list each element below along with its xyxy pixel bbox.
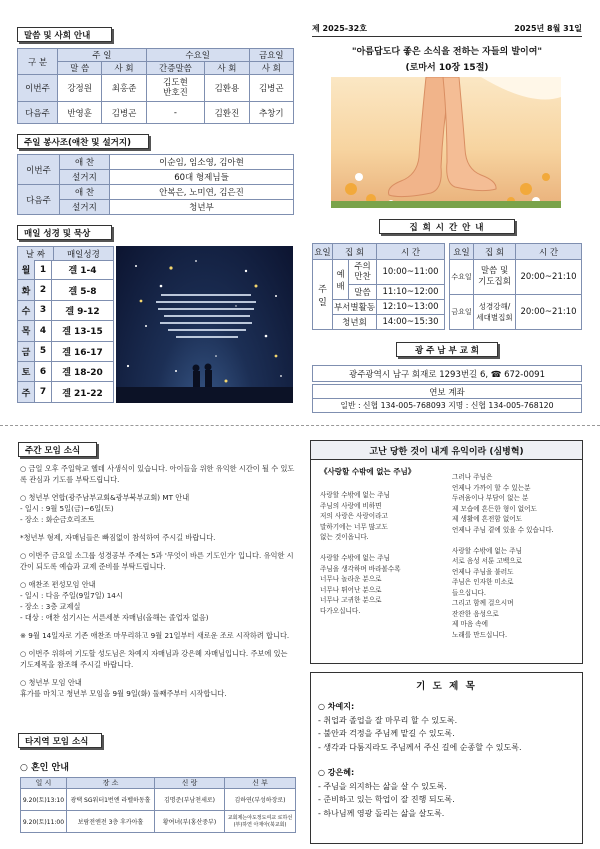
group-label: 이번주: [18, 155, 60, 185]
bible-date: 3: [35, 301, 52, 320]
gubun-header: 구 분: [18, 49, 58, 75]
issue-bar: [312, 23, 582, 37]
issue-date: 2025년 8월 31일: [514, 24, 582, 33]
feet-image: [331, 77, 561, 208]
poem-line: 주님을 생각하며 바라볼수록: [320, 564, 401, 573]
bible-row: [17, 362, 114, 382]
col-header: 집 회: [333, 244, 377, 260]
poem-line: 들으십니다.: [452, 588, 486, 597]
poem-line: 주님은 인자한 미소로: [452, 578, 514, 586]
poem-line: 그러나 주님은: [452, 473, 493, 481]
prayer-item: - 생각과 다툼지라도 주님께서 주신 길에 순종할 수 있도록.: [318, 742, 522, 752]
meeting-name: 말씀: [349, 285, 377, 300]
cell: 김하연(부성하장로): [225, 789, 296, 811]
poem-line: [320, 543, 450, 554]
church-name: 광 주 남 부 교 회: [396, 342, 498, 357]
group-label: 다음주: [18, 185, 60, 215]
weekly-item: ○ 청년부 모임 안내: [20, 678, 82, 687]
schedule-header: 집 회 시 간 안 내: [379, 219, 515, 234]
wedding-title: ○ 혼인 안내: [20, 763, 69, 773]
item-value: 60대 형제님들: [110, 170, 294, 185]
poem-line: 언제나 주님을 불러도: [452, 567, 514, 576]
item-value: 이순임, 임소영, 김아현: [110, 155, 294, 170]
bible-row: [17, 342, 114, 362]
weekly-header: 주간 모임 소식: [18, 442, 97, 457]
cell: 9.20(토)13:10: [21, 789, 67, 811]
bible-row: [17, 301, 114, 321]
bible-row: [17, 260, 114, 280]
poem-column-left: [320, 490, 450, 616]
cell: 추창기: [249, 102, 293, 124]
reading-header: 매일성경: [53, 247, 113, 261]
weekly-item: ○ 이번주 위하여 기도할 성도님은 차예지 자매님과 강은혜 자매님입니다. 주보에 있는 기도제목을 참조해 주시길 바랍니다.: [20, 649, 288, 669]
weekly-item: - 장소 : 3층 교제실: [20, 602, 81, 611]
poem-line: 너무나 놀라운 분으로: [320, 575, 382, 583]
poem-line: 서로 음성 서툰 고백으로: [452, 557, 522, 565]
meditation-title: 고난 당한 것이 내게 유익이라 (심병혁): [310, 440, 583, 460]
cell: 반영훈: [58, 102, 102, 124]
cell: 9.20(토)11:00: [21, 811, 67, 833]
account-info: 일반 : 신협 134-005-768093 지명 : 신협 134-005-768120: [312, 398, 582, 413]
cell: 강정원: [58, 75, 102, 102]
poem-line: 노래를 만드십니다.: [452, 630, 508, 639]
weekly-item: - 일시 : 다음 주일(9일7일) 14시: [20, 591, 123, 600]
poem-line: 두려움이나 부담이 없는 분: [452, 494, 529, 502]
bible-reading: 겔 21-22: [62, 388, 103, 399]
poem-line: 언제나 가까이 할 수 있는분: [452, 483, 531, 492]
poem-line: 너무나 고귀한 분으로: [320, 596, 382, 604]
prayer-item: - 취업과 졸업을 잘 마무리 할 수 있도록.: [318, 715, 458, 725]
row-label: 다음주: [18, 102, 58, 124]
cell: -: [146, 102, 205, 124]
bible-reading: 겔 1-4: [68, 266, 97, 277]
poem-line: 그리고 함께 걸으시며: [452, 599, 514, 607]
col-header: 요일: [313, 244, 333, 260]
announce-header: 말씀 및 사회 안내: [17, 27, 112, 42]
weekly-item: *청년부 형제, 자매님들은 빠짐없이 참석하여 주시길 바랍니다.: [20, 533, 216, 542]
poem-line: 저의 사랑은 사랑이라고: [320, 512, 388, 520]
sub-header: 간증말씀: [146, 62, 205, 75]
meeting-time: 20:00~21:10: [516, 260, 582, 295]
prayer-person: ○ 강은혜:: [318, 768, 355, 777]
cell: 김도현 반호진: [146, 75, 205, 102]
meeting-name: 청년회: [333, 315, 377, 330]
bible-day: 주: [18, 382, 35, 401]
fri-header: 금요일: [249, 49, 293, 62]
poem-line: 다가오십니다.: [320, 606, 361, 615]
poem-line: 사랑할 수밖에 없는 주님: [452, 546, 522, 555]
poem-line: 제 모습에 흔든한 형이 없어도: [452, 504, 537, 513]
bible-table: [17, 246, 114, 261]
item-value: 청년부: [110, 200, 294, 215]
day-label: 금요일: [450, 295, 474, 330]
item-key: 애 찬: [60, 185, 110, 200]
poem-line: 사랑할 수밖에 없는 주님: [320, 554, 390, 562]
stars-illustration: [116, 246, 293, 403]
poem-line: 잔잔한 음성으로: [452, 609, 499, 618]
church-address: 광주광역시 남구 회재로 1293번길 6, ☎ 672-0091: [312, 365, 582, 382]
bible-date: 4: [35, 321, 52, 340]
poem-line: 사랑할 수밖에 없는 주님: [320, 491, 390, 499]
sub-header: 사 회: [102, 62, 146, 75]
weekly-item: ○ 애찬조 편성모임 안내: [20, 580, 96, 589]
schedule-right-table: [449, 243, 582, 330]
wed-header: 수요일: [146, 49, 249, 62]
weekly-item: - 장소 : 화순금호리조트: [20, 515, 95, 524]
poem-line: 없는 것이옵니다.: [320, 533, 369, 541]
account-title: 연보 계좌: [312, 384, 582, 398]
meeting-time: 20:00~21:10: [516, 295, 582, 330]
meeting-name: 성경강해/ 세대별집회: [474, 295, 516, 330]
bible-row: [17, 321, 114, 341]
bible-date: 7: [35, 382, 52, 401]
cell: 김환진: [205, 102, 249, 124]
cell: 교회제는야도정도여교 로하선(부)하연 아재아(북교회): [225, 811, 296, 833]
bible-day: 수: [18, 301, 35, 320]
poem-line: 언제나 주님 곁에 있을 수 있습니다.: [452, 525, 554, 534]
bible-day: 토: [18, 362, 35, 381]
sub-header: 말 씀: [58, 62, 102, 75]
item-key: 설거지: [60, 200, 110, 215]
bible-date: 5: [35, 342, 52, 361]
weekly-item: ○ 이번주 금요일 소그룹 성경공부 주제는 5과 '무엇이 바른 기도인가' 입니다. 유익한 시간이 되도록 예습과 교제 준비를 부탁드립니다.: [20, 551, 294, 571]
bible-day: 목: [18, 321, 35, 340]
verse-text: "아름답도다 좋은 소식을 전하는 자들의 발이여": [351, 47, 543, 57]
weekly-item: ※ 9월 14일자로 기존 애찬조 마무리하고 9월 21일부터 새로운 조로 시작하려 합니다.: [20, 631, 290, 640]
prayer-item: - 하나님께 영광 돌리는 삶을 살도록.: [318, 808, 445, 818]
weekly-item: 휴가를 마치고 청년부 모임을 9월 9일(화) 둘째주부터 시작합니다.: [20, 689, 227, 698]
meeting-name: 주의 만찬: [349, 260, 377, 285]
meeting-time: 12:10~13:00: [377, 300, 445, 315]
sub-header: 사 회: [205, 62, 249, 75]
item-key: 애 찬: [60, 155, 110, 170]
bible-day: 금: [18, 342, 35, 361]
announce-table: [17, 48, 294, 124]
prayer-item: - 준비하고 있는 학업이 잘 진행 되도록.: [318, 795, 455, 804]
bible-day: 월: [18, 260, 35, 279]
prayer-item: - 불안과 걱정을 주님께 맡길 수 있도록.: [318, 729, 455, 738]
col-header: 신 부: [225, 778, 296, 789]
poem-line: 너무나 뛰어난 분으로: [320, 585, 382, 594]
sunday-label: 주 일: [313, 260, 333, 330]
wedding-table: [20, 777, 296, 833]
item-key: 설거지: [60, 170, 110, 185]
bible-reading: 겔 13-15: [62, 327, 103, 338]
weekly-item: - 일시 : 9월 5일(금)~6일(토): [20, 504, 114, 513]
prayer-person: ○ 차예지:: [318, 702, 355, 711]
issue-number: 제 2025-32호: [312, 24, 367, 33]
cell: 김병곤: [102, 102, 146, 124]
sun-header: 주 일: [58, 49, 147, 62]
poem-line: 제 생활에 흔전함 없어도: [452, 515, 522, 523]
bible-date: 6: [35, 362, 52, 381]
prayer-list: [318, 700, 580, 820]
cell: 김명준(부남천세로): [155, 789, 225, 811]
col-header: 일 시: [21, 778, 67, 789]
prayer-title: 기 도 제 목: [416, 681, 477, 692]
poem-line: [452, 535, 580, 546]
col-header: 시 간: [516, 244, 582, 260]
bible-row: [17, 382, 114, 402]
cell: 보람전엔전 3층 후카아홀: [67, 811, 155, 833]
meeting-name: 말씀 및 기도집회: [474, 260, 516, 295]
bible-reading: 겔 9-12: [65, 306, 100, 317]
item-value: 안복은, 노미연, 김은진: [110, 185, 294, 200]
night-sky-image: [116, 246, 293, 403]
sub-header: 사 회: [249, 62, 293, 75]
poem-line: 말하기에는 너무 많고도: [320, 522, 388, 531]
weekly-item: - 대상 : 애찬 섬기시는 서른세분 자매님(올해는 졸업자 없음): [20, 613, 209, 622]
poem-line: 제 마음 속에: [452, 620, 489, 628]
bible-reading: 겔 16-17: [62, 347, 103, 358]
col-header: 장 소: [67, 778, 155, 789]
meeting-time: 14:00~15:30: [377, 315, 445, 330]
weekly-item: ○ 청년부 연합(광주남부교회&광부북부교회) MT 안내: [20, 493, 190, 502]
bible-reading: 겔 18-20: [62, 368, 103, 379]
bible-date: 1: [35, 260, 52, 279]
bible-date: 2: [35, 280, 52, 299]
weekly-list: [20, 463, 296, 699]
page-divider: [0, 425, 600, 426]
other-header: 타지역 모임 소식: [18, 733, 102, 748]
meeting-name: 부서별활동: [333, 300, 377, 315]
col-header: 요일: [450, 244, 474, 260]
bible-reading: 겔 5-8: [68, 286, 97, 297]
bible-header: 매일 성경 및 묵상: [17, 225, 112, 240]
col-header: 신 랑: [155, 778, 225, 789]
verse-ref: (로마서 10장 15절): [405, 63, 489, 73]
cell: 광택 SG워터1번엔 라벨하동홀: [67, 789, 155, 811]
cell: 황여녀(부(홍산중부): [155, 811, 225, 833]
poem-column-right: [452, 472, 580, 640]
bible-rows: [17, 260, 114, 403]
weekly-item: ○ 금일 오후 주일학교 헬데 사생식이 있습니다. 아이들을 위한 유익한 시간이 될 수 있도록 관심과 기도를 부탁드립니다.: [20, 464, 295, 484]
service-table: [17, 154, 294, 215]
schedule-left-table: [312, 243, 445, 330]
cell: 최홍준: [102, 75, 146, 102]
meeting-time: 11:10~12:00: [377, 285, 445, 300]
cell: 김병곤: [249, 75, 293, 102]
prayer-item: - 주님을 의지하는 삶을 살 수 있도록.: [318, 781, 447, 791]
feet-illustration: [331, 77, 561, 208]
bible-row: [17, 280, 114, 300]
worship-label: 예 배: [333, 260, 349, 300]
day-header: 날 짜: [18, 247, 54, 261]
col-header: 시 간: [377, 244, 445, 260]
poem-line: 주님의 사랑에 비하면: [320, 501, 382, 510]
meeting-time: 10:00~11:00: [377, 260, 445, 285]
meditation-subtitle: 《사랑할 수밖에 없는 주님》: [320, 467, 416, 476]
service-header: 주일 봉사조(애찬 및 설거지): [17, 134, 149, 149]
col-header: 집 회: [474, 244, 516, 260]
bible-day: 화: [18, 280, 35, 299]
cell: 김환용: [205, 75, 249, 102]
day-label: 수요일: [450, 260, 474, 295]
row-label: 이번주: [18, 75, 58, 102]
